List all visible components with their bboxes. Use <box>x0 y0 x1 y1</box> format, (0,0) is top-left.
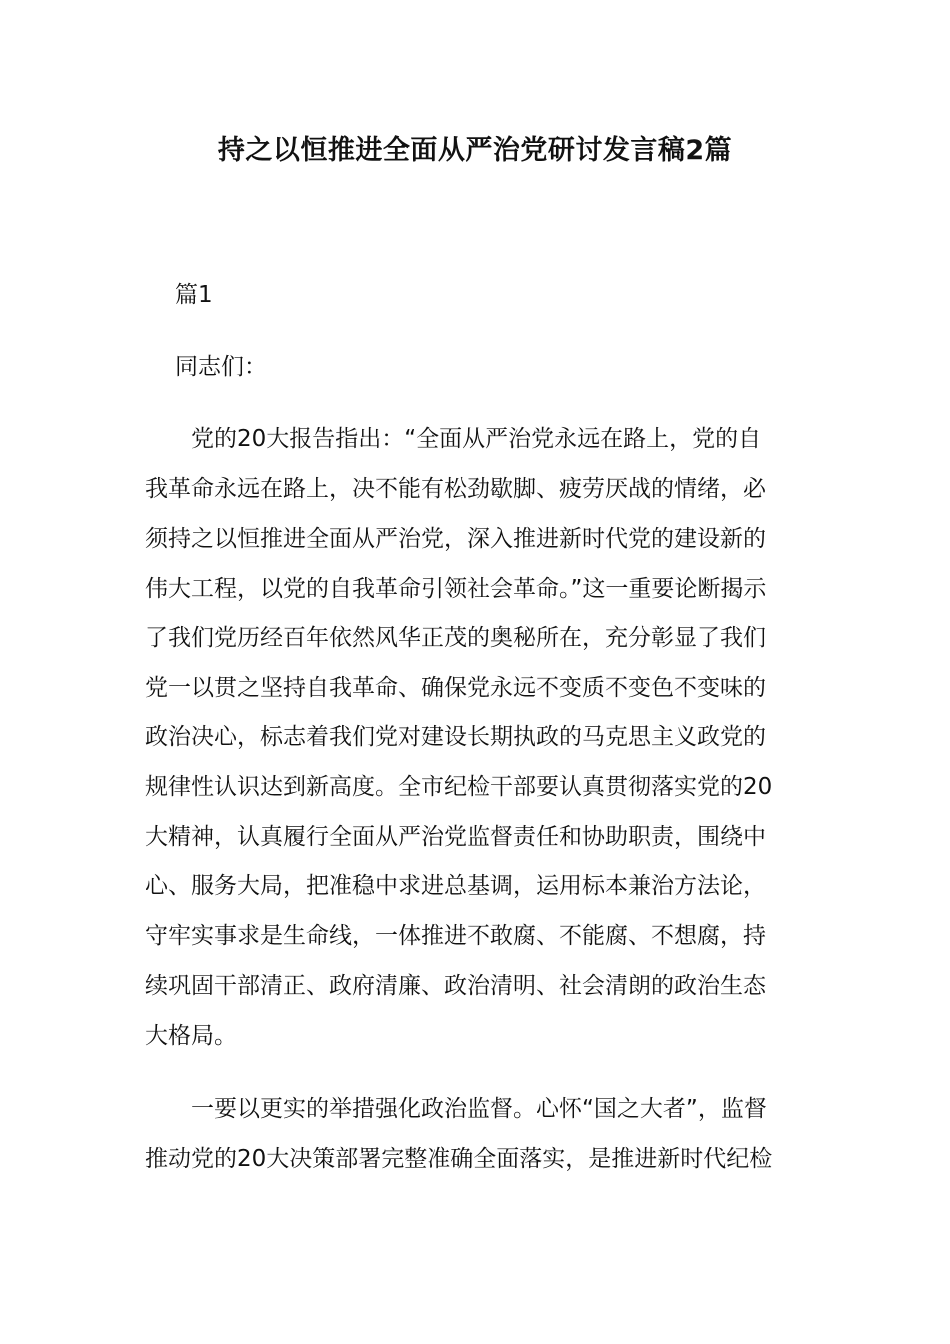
paragraph-line: 了我们党历经百年依然风华正茂的奥秘所在，充分彰显了我们 <box>145 625 766 651</box>
paragraph-line: 大格局。 <box>145 1023 237 1049</box>
paragraph-line: 我革命永远在路上，决不能有松劲歇脚、疲劳厌战的情绪，必 <box>145 476 766 502</box>
document-title: 持之以恒推进全面从严治党研讨发言稿2篇 <box>217 135 733 166</box>
section-label: 篇1 <box>175 282 213 308</box>
paragraph-line: 伟大工程，以党的自我革命引领社会革命。”这一重要论断揭示 <box>145 576 767 602</box>
paragraph-line: 一要以更实的举措强化政治监督。心怀“国之大者”，监督 <box>145 1096 767 1122</box>
paragraph-line: 续巩固干部清正、政府清廉、政治清明、社会清朗的政治生态 <box>145 973 766 999</box>
paragraph-line: 守牢实事求是生命线，一体推进不敢腐、不能腐、不想腐，持 <box>145 923 766 949</box>
paragraph-line: 须持之以恒推进全面从严治党，深入推进新时代党的建设新的 <box>145 526 766 552</box>
paragraph-line: 心、服务大局，把准稳中求进总基调，运用标本兼治方法论， <box>145 873 766 899</box>
paragraph-line: 大精神，认真履行全面从严治党监督责任和协助职责，围绕中 <box>145 824 766 850</box>
salutation: 同志们： <box>175 354 267 380</box>
paragraph-line: 规律性认识达到新高度。全市纪检干部要认真贯彻落实党的20 <box>145 774 773 800</box>
paragraph-line: 推动党的20大决策部署完整准确全面落实，是推进新时代纪检 <box>145 1146 773 1172</box>
paragraph-line: 党一以贯之坚持自我革命、确保党永远不变质不变色不变味的 <box>145 675 766 701</box>
paragraph-line: 政治决心，标志着我们党对建设长期执政的马克思主义政党的 <box>145 724 766 750</box>
paragraph-line: 党的20大报告指出：“全面从严治党永远在路上，党的自 <box>145 426 762 452</box>
